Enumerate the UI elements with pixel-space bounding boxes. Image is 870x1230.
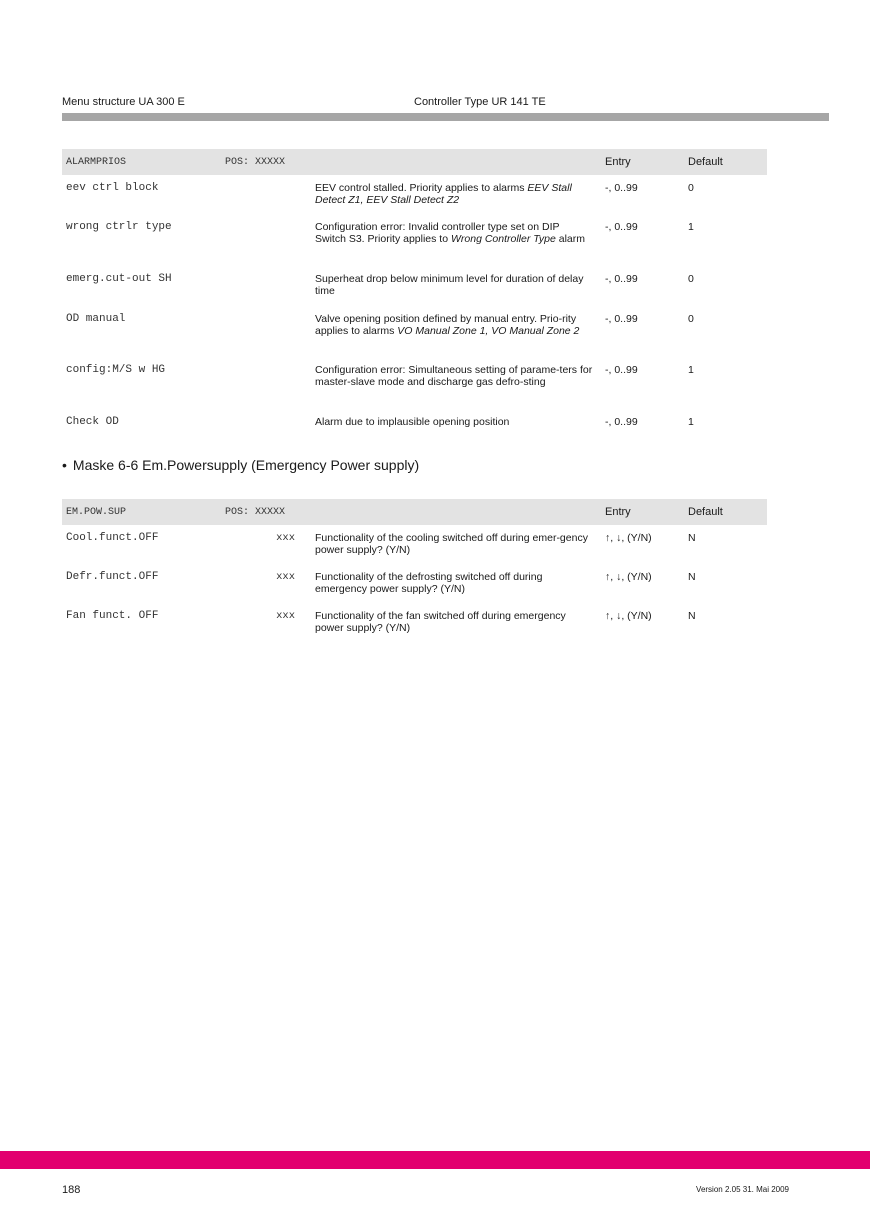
param-name: Defr.funct.OFF (66, 571, 159, 583)
default-header: Default (688, 506, 723, 518)
param-entry: -, 0..99 (605, 313, 638, 325)
param-desc: Configuration error: Invalid controller type set on DIP Switch S3. Priority applies to Wrong Controller Type alarm (315, 221, 586, 245)
table-header (62, 499, 767, 525)
param-name: eev ctrl block (66, 182, 159, 194)
param-value: xxx (276, 532, 295, 544)
param-entry: ↑, ↓, (Y/N) (605, 571, 652, 583)
table-header (62, 149, 767, 175)
entry-header: Entry (605, 506, 631, 518)
param-entry: -, 0..99 (605, 221, 638, 233)
param-default: N (688, 610, 696, 622)
param-desc: Configuration error: Simultaneous setting of parame-ters for master-slave mode and discharge gas defro-sting (315, 364, 593, 388)
param-desc: Superheat drop below minimum level for duration of delay time (315, 273, 584, 297)
param-default: 1 (688, 221, 694, 233)
bullet-icon: • (62, 457, 67, 473)
param-entry: -, 0..99 (605, 182, 638, 194)
param-name: config:M/S w HG (66, 364, 166, 376)
param-desc: Functionality of the defrosting switched off during emergency power supply? (Y/N) (315, 571, 543, 595)
section-title: Maske 6-6 Em.Powersupply (Emergency Power supply) (72, 457, 420, 473)
param-default: N (688, 571, 696, 583)
param-name: wrong ctrlr type (66, 221, 172, 233)
em-pow-sup-table (62, 499, 767, 634)
param-name: Fan funct. OFF (66, 610, 159, 622)
default-header: Default (688, 156, 723, 168)
param-default: 0 (688, 182, 694, 194)
mask-name: ALARMPRIOS (66, 157, 127, 168)
param-entry: -, 0..99 (605, 364, 638, 376)
param-default: N (688, 532, 696, 544)
param-entry: ↑, ↓, (Y/N) (605, 610, 652, 622)
param-value: xxx (276, 571, 295, 583)
param-desc: Functionality of the cooling switched off during emer-gency power supply? (Y/N) (315, 532, 588, 556)
param-value: xxx (276, 610, 295, 622)
header-left-title: Menu structure UA 300 E (62, 96, 185, 108)
param-default: 1 (688, 364, 694, 376)
param-name: OD manual (66, 313, 126, 325)
mask-name: EM.POW.SUP (66, 507, 127, 518)
param-desc: Valve opening position defined by manual entry. Prio-rity applies to alarms VO Manual Zone 1, VO Manual Zone 2 (315, 313, 580, 337)
param-name: emerg.cut-out SH (66, 273, 172, 285)
section-heading (62, 457, 419, 473)
param-entry: -, 0..99 (605, 273, 638, 285)
param-default: 1 (688, 416, 694, 428)
alarmprios-table (62, 149, 767, 428)
param-desc: EEV control stalled. Priority applies to alarms EEV Stall Detect Z1, EEV Stall Detect Z2 (315, 182, 572, 206)
footer-bar (0, 1151, 870, 1169)
param-desc: Functionality of the fan switched off during emergency power supply? (Y/N) (315, 610, 566, 634)
version-info: Version 2.05 31. Mai 2009 (696, 1185, 789, 1194)
param-name: Cool.funct.OFF (66, 532, 159, 544)
param-entry: -, 0..99 (605, 416, 638, 428)
mask-pos: POS: XXXXX (225, 157, 286, 168)
header-center-title: Controller Type UR 141 TE (414, 96, 546, 108)
param-default: 0 (688, 313, 694, 325)
param-desc: Alarm due to implausible opening position (315, 416, 510, 428)
page-number: 188 (62, 1184, 81, 1196)
entry-header: Entry (605, 156, 631, 168)
param-entry: ↑, ↓, (Y/N) (605, 532, 652, 544)
param-name: Check OD (66, 416, 119, 428)
header-rule (62, 113, 829, 121)
param-default: 0 (688, 273, 694, 285)
mask-pos: POS: XXXXX (225, 507, 286, 518)
